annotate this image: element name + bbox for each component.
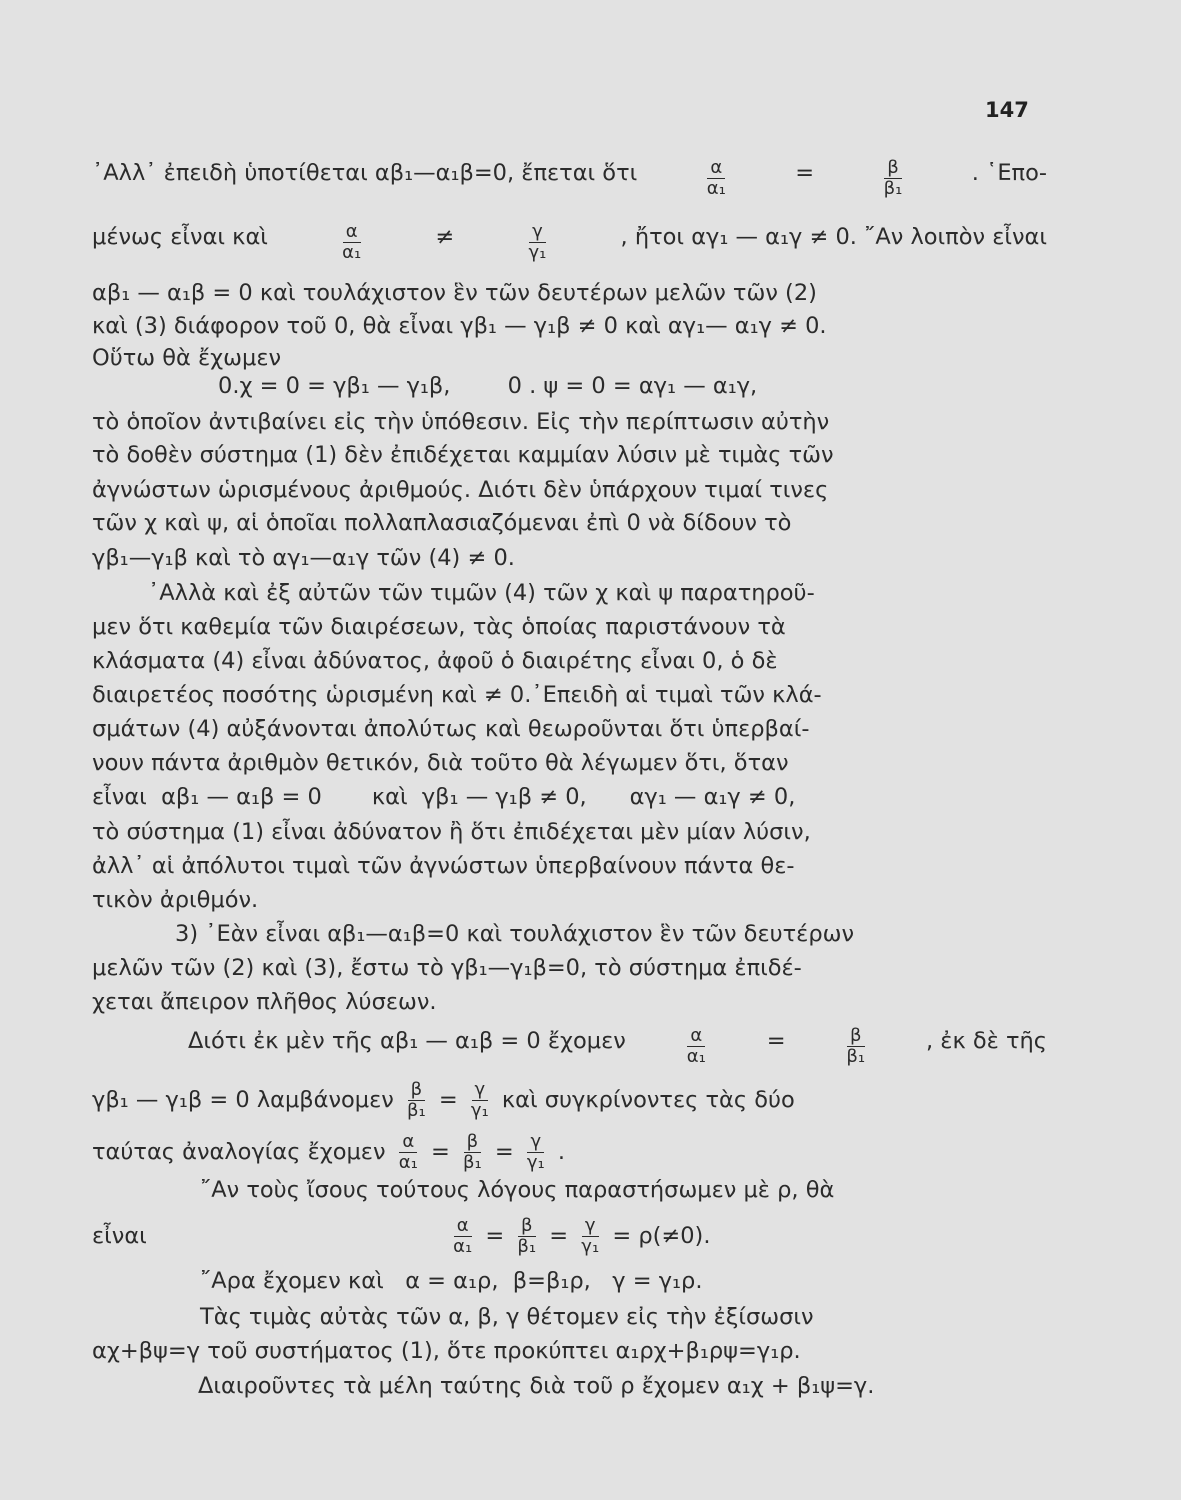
text-line: σμάτων (4) αὐξάνονται ἀπολύτως καὶ θεωροῦνται ὅτι ὑπερβαί- xyxy=(92,716,810,742)
fraction: $\frac{\gamma}{\text{γ₁}}$ xyxy=(526,1131,545,1173)
text-line: Τὰς τιμὰς αὐτὰς τῶν α, β, γ θέτομεν εἰς τὴν ἐξίσωσιν xyxy=(200,1304,814,1330)
text-line: γβ₁—γ₁β καὶ τὸ αγ₁—α₁γ τῶν (4) ≠ 0. xyxy=(92,545,515,571)
text-line: κλάσματα (4) εἶναι ἀδύνατος, ἀφοῦ ὁ διαιρέτης εἶναι 0, ὁ δὲ xyxy=(92,648,778,674)
text-line: 3) ᾿Εὰν εἶναι αβ₁—α₁β=0 καὶ τουλάχιστον ἓν τῶν δευτέρων xyxy=(175,921,855,947)
text-line: τικὸν ἀριθμόν. xyxy=(92,887,259,913)
text-line: μεν ὅτι καθεμία τῶν διαιρέσεων, τὰς ὁποίας παριστάνουν τὰ xyxy=(92,614,786,640)
text-line: διαιρετέος ποσότης ὡρισμένη καὶ ≠ 0.᾿Επειδὴ αἱ τιμαὶ τῶν κλά- xyxy=(92,682,822,708)
text-line: γβ₁ — γ₁β = 0 λαμβάνομεν $\frac{\beta}{\text{β₁}}$ = $\frac{\gamma}{\text{γ₁}}$ καὶ συγκρίνοντες τὰς δύο xyxy=(92,1079,795,1121)
text-line: ἀγνώστων ὡρισμένους ἀριθμούς. Διότι δὲν ὑπάρχουν τιμαί τινες xyxy=(92,477,829,503)
fraction: $\frac{\alpha}{\text{α₁}}$ xyxy=(706,157,726,199)
text-line: τὸ σύστημα (1) εἶναι ἀδύνατον ἢ ὅτι ἐπιδέχεται μὲν μίαν λύσιν, xyxy=(92,819,811,845)
text-line: μένως εἶναι καὶ $\frac{\alpha}{\text{α₁}}$ ≠ $\frac{\gamma}{\text{γ₁}}$ , ἤτοι αγ₁ — α₁γ ≠ 0. ῎Αν λοιπὸν εἶναι xyxy=(92,221,1047,263)
text-line: τὸ δοθὲν σύστημα (1) δὲν ἐπιδέχεται καμμίαν λύσιν μὲ τιμὰς τῶν xyxy=(92,442,834,468)
text-line: Διαιροῦντες τὰ μέλη ταύτης διὰ τοῦ ρ ἔχομεν α₁χ + β₁ψ=γ. xyxy=(198,1373,875,1399)
text-line: ῎Αν τοὺς ἴσους τούτους λόγους παραστήσωμεν μὲ ρ, θὰ xyxy=(200,1177,835,1203)
fraction: $\frac{\beta}{\text{β₁}}$ xyxy=(517,1215,537,1257)
fraction: $\frac{\beta}{\text{β₁}}$ xyxy=(407,1079,426,1121)
text-line: ταύτας ἀναλογίας ἔχομεν $\frac{\alpha}{\text{α₁}}$ = $\frac{\beta}{\text{β₁}}$ = $\frac{\gamma}{\text{γ₁}}$ . xyxy=(92,1131,566,1173)
text-line: εἶναι $\frac{\alpha}{\text{α₁}}$ = $\frac{\beta}{\text{β₁}}$ = $\frac{\gamma}{\text{γ₁}}$ = ρ(≠0). xyxy=(92,1215,711,1257)
fraction: $\frac{\gamma}{\text{γ₁}}$ xyxy=(581,1215,600,1257)
text-line: Οὕτω θὰ ἔχωμεν xyxy=(92,345,282,371)
text-line: τῶν χ καὶ ψ, αἱ ὁποῖαι πολλαπλασιαζόμεναι ἐπὶ 0 νὰ δίδουν τὸ xyxy=(92,510,792,536)
fraction: $\frac{\alpha}{\text{α₁}}$ xyxy=(686,1025,706,1067)
fraction: $\frac{\alpha}{\text{α₁}}$ xyxy=(398,1131,418,1173)
fraction: $\frac{\gamma}{\text{γ₁}}$ xyxy=(470,1079,489,1121)
equation-line: 0.χ = 0 = γβ₁ — γ₁β, 0 . ψ = 0 = αγ₁ — α₁γ, xyxy=(218,373,758,399)
text-line: καὶ (3) διάφορον τοῦ 0, θὰ εἶναι γβ₁ — γ₁β ≠ 0 καὶ αγ₁— α₁γ ≠ 0. xyxy=(92,313,827,339)
text-line: ῎Αρα ἔχομεν καὶ α = α₁ρ, β=β₁ρ, γ = γ₁ρ. xyxy=(200,1268,703,1294)
text-line: νουν πάντα ἀριθμὸν θετικόν, διὰ τοῦτο θὰ λέγωμεν ὅτι, ὅταν xyxy=(92,750,789,776)
text-line: εἶναι αβ₁ — α₁β = 0 καὶ γβ₁ — γ₁β ≠ 0, αγ₁ — α₁γ ≠ 0, xyxy=(92,784,796,810)
fraction: $\frac{\beta}{\text{β₁}}$ xyxy=(846,1025,866,1067)
text-line: αβ₁ — α₁β = 0 καὶ τουλάχιστον ἓν τῶν δευτέρων μελῶν τῶν (2) xyxy=(92,280,817,306)
fraction: $\frac{\alpha}{\text{α₁}}$ xyxy=(342,221,362,263)
text-line: ᾿Αλλὰ καὶ ἐξ αὐτῶν τῶν τιμῶν (4) τῶν χ καὶ ψ παρατηροῦ- xyxy=(148,580,815,606)
fraction: $\frac{\alpha}{\text{α₁}}$ xyxy=(453,1215,473,1257)
text-line: ἀλλ᾿ αἱ ἀπόλυτοι τιμαὶ τῶν ἀγνώστων ὑπερβαίνουν πάντα θε- xyxy=(92,853,795,879)
fraction: $\frac{\gamma}{\text{γ₁}}$ xyxy=(528,221,547,263)
page-number: 147 xyxy=(985,98,1029,122)
fraction: $\frac{\beta}{\text{β₁}}$ xyxy=(462,1131,482,1173)
text-line: τὸ ὁποῖον ἀντιβαίνει εἰς τὴν ὑπόθεσιν. Εἰς τὴν περίπτωσιν αὐτὴν xyxy=(92,409,830,435)
text-line: Διότι ἐκ μὲν τῆς αβ₁ — α₁β = 0 ἔχομεν $\frac{\alpha}{\text{α₁}}$ = $\frac{\beta}{\text{β₁}}$ , ἐκ δὲ τῆς xyxy=(188,1025,1047,1067)
text-line: χεται ἄπειρον πλῆθος λύσεων. xyxy=(92,989,437,1015)
text-line: ᾿Αλλ᾿ ἐπειδὴ ὑποτίθεται αβ₁—α₁β=0, ἔπεται ὅτι $\frac{\alpha}{\text{α₁}}$ = $\frac{\beta}{\text{β₁}}$ . ῾Επο- xyxy=(92,157,1047,199)
text-line: μελῶν τῶν (2) καὶ (3), ἔστω τὸ γβ₁—γ₁β=0, τὸ σύστημα ἐπιδέ- xyxy=(92,955,802,981)
fraction: $\frac{\beta}{\text{β₁}}$ xyxy=(883,157,903,199)
text-line: αχ+βψ=γ τοῦ συστήματος (1), ὅτε προκύπτει α₁ρχ+β₁ρψ=γ₁ρ. xyxy=(92,1338,801,1364)
